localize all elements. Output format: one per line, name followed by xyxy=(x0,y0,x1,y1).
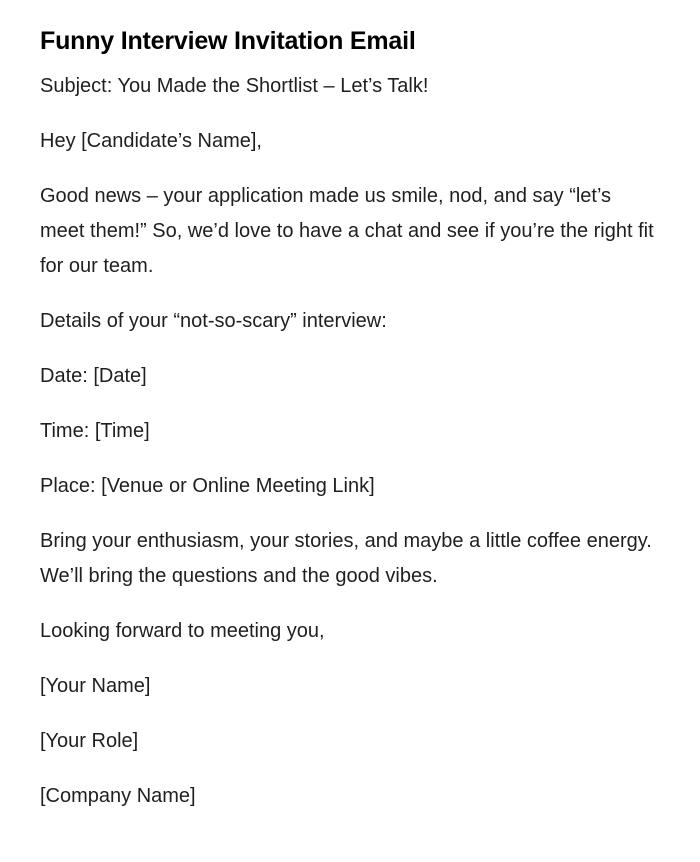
email-bring-paragraph: Bring your enthusiasm, your stories, and maybe a little coffee energy. We’ll bring the questions and the good vibes. xyxy=(40,530,652,587)
email-greeting: Hey [Candidate’s Name], xyxy=(40,130,262,152)
sender-name: [Your Name] xyxy=(40,675,151,697)
email-intro-paragraph: Good news – your application made us smile, nod, and say “let’s meet them!” So, we’d love to have a chat and see if you’re the right fit for our team. xyxy=(40,185,654,277)
email-closing: Looking forward to meeting you, xyxy=(40,620,325,642)
company-name: [Company Name] xyxy=(40,785,196,807)
interview-date: Date: [Date] xyxy=(40,365,147,387)
sender-role: [Your Role] xyxy=(40,730,139,752)
document-title: Funny Interview Invitation Email xyxy=(40,27,416,55)
interview-place: Place: [Venue or Online Meeting Link] xyxy=(40,475,375,497)
interview-time: Time: [Time] xyxy=(40,420,150,442)
email-subject: Subject: You Made the Shortlist – Let’s Talk! xyxy=(40,75,429,97)
interview-details-heading: Details of your “not-so-scary” interview: xyxy=(40,310,387,332)
